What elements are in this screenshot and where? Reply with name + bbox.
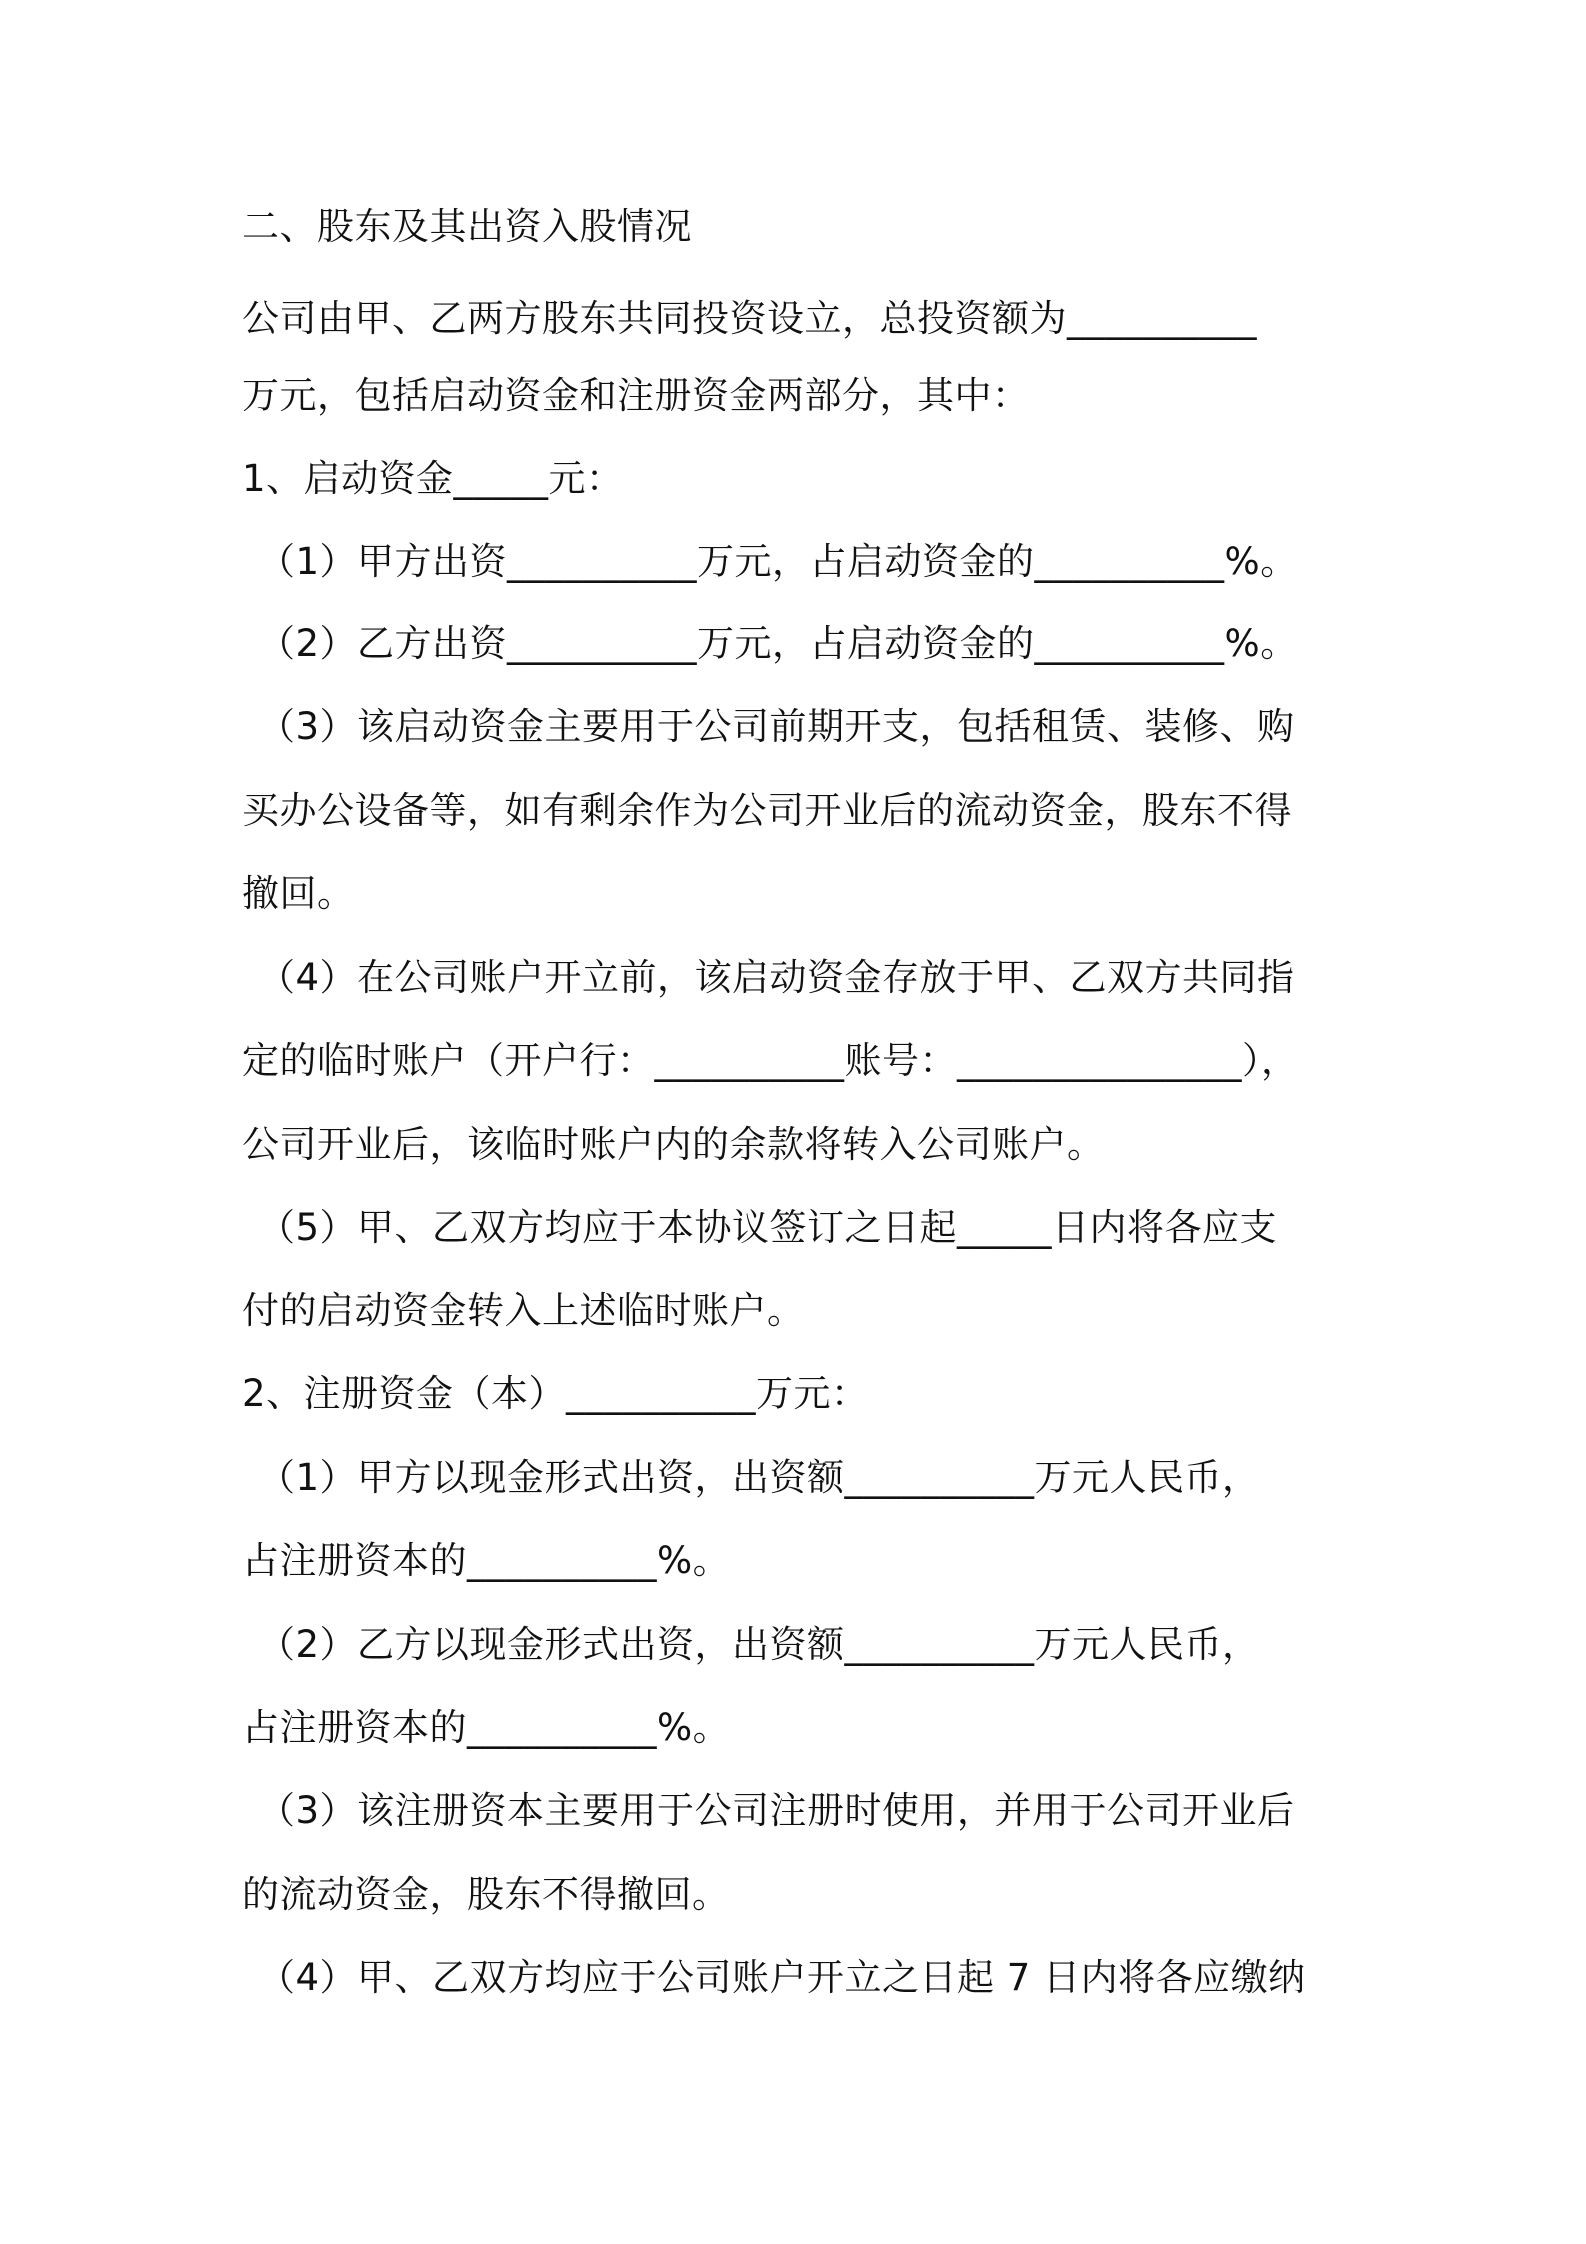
paragraph-line: 定的临时账户（开户行：__________账号：_______________），: [242, 1039, 1299, 1082]
paragraph-line: （4）甲、乙双方均应于公司账户开立之日起 7 日内将各应缴纳: [258, 1956, 1306, 1999]
paragraph-line: 万元，包括启动资金和注册资金两部分，其中：: [242, 374, 1030, 417]
paragraph-line: （3）该注册资本主要用于公司注册时使用，并用于公司开业后: [258, 1789, 1295, 1832]
paragraph-line: 的流动资金，股东不得撤回。: [242, 1873, 730, 1916]
paragraph-line: 公司开业后，该临时账户内的余款将转入公司账户。: [242, 1123, 1105, 1166]
paragraph-line: （5）甲、乙双方均应于本协议签订之日起_____日内将各应支: [258, 1206, 1278, 1249]
paragraph-line: （2）乙方以现金形式出资，出资额__________万元人民币，: [258, 1623, 1260, 1666]
paragraph-line: 2、注册资金（本）__________万元：: [242, 1372, 869, 1415]
paragraph-line: 付的启动资金转入上述临时账户。: [242, 1289, 805, 1332]
paragraph-line: 公司由甲、乙两方股东共同投资设立，总投资额为__________: [242, 297, 1257, 340]
paragraph-line: 占注册资本的__________%。: [242, 1539, 731, 1582]
paragraph-line: 撤回。: [242, 872, 355, 915]
section-heading: 二、股东及其出资入股情况: [242, 205, 692, 248]
paragraph-line: 占注册资本的__________%。: [242, 1706, 731, 1749]
paragraph-line: 买办公设备等，如有剩余作为公司开业后的流动资金，股东不得: [242, 789, 1292, 832]
paragraph-line: （4）在公司账户开立前，该启动资金存放于甲、乙双方共同指: [258, 956, 1295, 999]
paragraph-line: （2）乙方出资__________万元，占启动资金的__________%。: [258, 622, 1298, 665]
paragraph-line: （1）甲方以现金形式出资，出资额__________万元人民币，: [258, 1456, 1260, 1499]
paragraph-line: 1、启动资金_____元：: [242, 457, 624, 500]
paragraph-line: （1）甲方出资__________万元，占启动资金的__________%。: [258, 540, 1298, 583]
paragraph-line: （3）该启动资金主要用于公司前期开支，包括租赁、装修、购: [258, 705, 1295, 748]
